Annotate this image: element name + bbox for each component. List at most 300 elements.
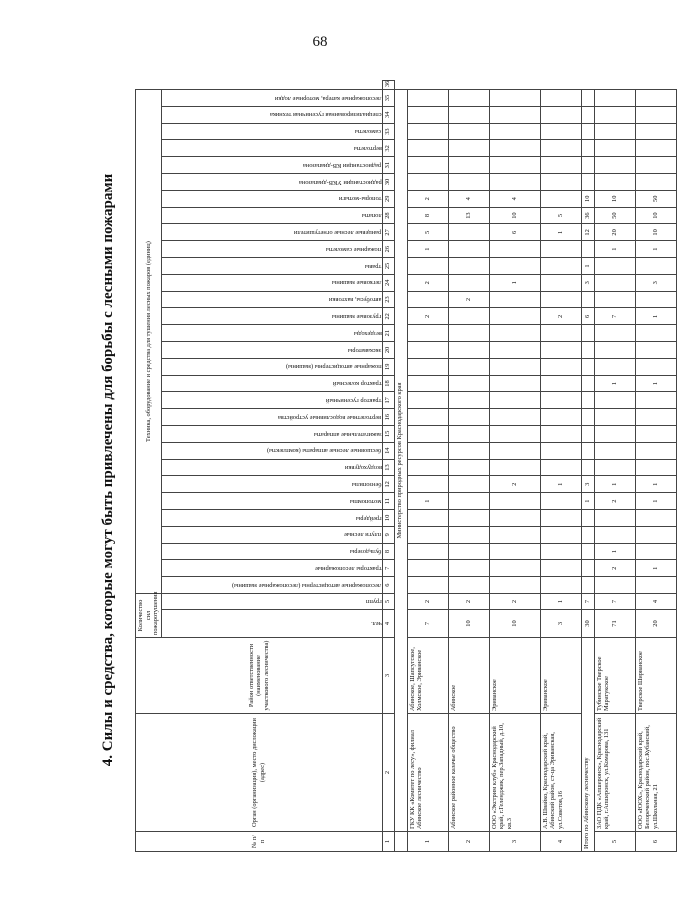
table-row bbox=[407, 81, 448, 852]
equipment-cell: 1 bbox=[540, 224, 581, 241]
equipment-cell bbox=[581, 392, 594, 409]
equipment-cell bbox=[448, 442, 489, 459]
column-number: 4 bbox=[382, 610, 394, 638]
people-cell: 3 bbox=[540, 610, 581, 638]
equipment-cell: 2 bbox=[540, 308, 581, 325]
equipment-cell bbox=[489, 342, 540, 359]
header-equipment-col: вездеходы bbox=[161, 325, 382, 342]
equipment-cell bbox=[407, 325, 448, 342]
equipment-cell bbox=[489, 459, 540, 476]
equipment-cell bbox=[635, 409, 676, 426]
equipment-cell bbox=[448, 106, 489, 123]
equipment-cell bbox=[540, 375, 581, 392]
equipment-cell bbox=[635, 325, 676, 342]
column-number: 8 bbox=[382, 543, 394, 560]
header-equipment-col: специализированная гусеничная техника bbox=[161, 106, 382, 123]
equipment-cell bbox=[594, 426, 635, 443]
equipment-cell bbox=[635, 577, 676, 594]
equipment-cell bbox=[540, 140, 581, 157]
equipment-cell bbox=[635, 106, 676, 123]
equipment-cell bbox=[540, 526, 581, 543]
table-row bbox=[489, 81, 540, 852]
equipment-cell bbox=[489, 291, 540, 308]
equipment-cell: 36 bbox=[581, 207, 594, 224]
org-cell: ООО «Экстрим клуб» Краснодарский край, г.Геленджик, пер.Западный, д.10, кв.3 bbox=[489, 714, 540, 832]
header-strength: Количество сил пожаротушения bbox=[136, 594, 162, 638]
equipment-cell: 50 bbox=[635, 190, 676, 207]
column-number: 27 bbox=[382, 224, 394, 241]
equipment-cell bbox=[540, 157, 581, 174]
equipment-cell bbox=[407, 358, 448, 375]
district-cell: Абинское, Шапсугское, Холмское, Эриванское bbox=[407, 638, 448, 714]
equipment-cell bbox=[581, 510, 594, 527]
equipment-cell bbox=[448, 90, 489, 107]
equipment-cell: 6 bbox=[581, 308, 594, 325]
column-number: 5 bbox=[382, 594, 394, 610]
groups-cell: 7 bbox=[594, 594, 635, 610]
equipment-cell bbox=[540, 409, 581, 426]
district-cell: Абинское bbox=[448, 638, 489, 714]
equipment-cell bbox=[540, 543, 581, 560]
equipment-cell bbox=[540, 358, 581, 375]
equipment-cell bbox=[489, 442, 540, 459]
equipment-cell bbox=[407, 560, 448, 577]
equipment-cell bbox=[407, 459, 448, 476]
equipment-cell bbox=[635, 342, 676, 359]
column-number: 34 bbox=[382, 106, 394, 123]
equipment-cell bbox=[489, 325, 540, 342]
district-cell: Эриванское bbox=[540, 638, 581, 714]
equipment-cell bbox=[489, 426, 540, 443]
equipment-cell bbox=[407, 90, 448, 107]
table-row bbox=[448, 81, 489, 852]
equipment-cell: 2 bbox=[594, 560, 635, 577]
equipment-cell bbox=[540, 258, 581, 275]
equipment-cell: 7 bbox=[594, 308, 635, 325]
equipment-cell: 10 bbox=[635, 224, 676, 241]
column-number: 25 bbox=[382, 258, 394, 275]
equipment-cell: 4 bbox=[448, 190, 489, 207]
equipment-cell bbox=[407, 342, 448, 359]
equipment-cell bbox=[594, 140, 635, 157]
equipment-cell bbox=[407, 392, 448, 409]
header-equipment-col: трактор колесный bbox=[161, 375, 382, 392]
section-row bbox=[394, 81, 407, 852]
equipment-cell bbox=[594, 325, 635, 342]
equipment-cell bbox=[448, 426, 489, 443]
header-equipment-col: ранцевые лесные огнетушители bbox=[161, 224, 382, 241]
equipment-cell bbox=[448, 476, 489, 493]
org-cell: ГКУ КК «Комитет по лесу», филиал Абинское лесничество bbox=[407, 714, 448, 832]
column-number: 2 bbox=[382, 714, 394, 832]
equipment-cell bbox=[581, 426, 594, 443]
org-cell: Абинское районное казачье общество bbox=[448, 714, 489, 832]
equipment-cell bbox=[489, 560, 540, 577]
header-equipment-col: трактор гусеничный bbox=[161, 392, 382, 409]
equipment-cell: 4 bbox=[489, 190, 540, 207]
header-equipment-col: топоры-мотыги bbox=[161, 190, 382, 207]
equipment-cell bbox=[635, 358, 676, 375]
header-num: № п/п bbox=[136, 832, 383, 852]
equipment-cell: 2 bbox=[448, 291, 489, 308]
header-equipment-col: плуги лесные bbox=[161, 526, 382, 543]
header-groups: групп bbox=[161, 594, 382, 610]
equipment-cell: 10 bbox=[489, 207, 540, 224]
column-number: 6 bbox=[382, 577, 394, 594]
equipment-cell bbox=[489, 510, 540, 527]
equipment-cell bbox=[581, 459, 594, 476]
equipment-cell: 1 bbox=[594, 375, 635, 392]
equipment-cell bbox=[448, 140, 489, 157]
people-cell: 30 bbox=[581, 610, 594, 638]
equipment-cell bbox=[407, 526, 448, 543]
equipment-cell bbox=[581, 543, 594, 560]
equipment-cell: 2 bbox=[407, 274, 448, 291]
equipment-cell bbox=[594, 358, 635, 375]
equipment-cell bbox=[581, 90, 594, 107]
equipment-cell: 1 bbox=[635, 493, 676, 510]
column-number: 13 bbox=[382, 459, 394, 476]
equipment-cell bbox=[540, 342, 581, 359]
equipment-cell: 3 bbox=[581, 476, 594, 493]
equipment-cell bbox=[448, 325, 489, 342]
org-cell: ЗАО ПДК «Апшеронск», Краснодарский край, г.Апшеронск, ул.Комарова, 131 bbox=[594, 714, 635, 832]
equipment-cell bbox=[581, 106, 594, 123]
equipment-cell bbox=[489, 140, 540, 157]
header-people: чел. bbox=[161, 610, 382, 638]
district-cell: Эриванское bbox=[489, 638, 540, 714]
equipment-cell bbox=[448, 493, 489, 510]
equipment-cell bbox=[581, 442, 594, 459]
header-equipment-col: радиостанции УКВ-диапазона bbox=[161, 174, 382, 191]
equipment-cell bbox=[594, 577, 635, 594]
column-number: 31 bbox=[382, 157, 394, 174]
row-number: 3 bbox=[489, 832, 540, 852]
equipment-cell: 1 bbox=[635, 560, 676, 577]
header-equipment-col: вертолеты bbox=[161, 140, 382, 157]
equipment-cell bbox=[448, 526, 489, 543]
equipment-cell bbox=[581, 174, 594, 191]
equipment-cell bbox=[540, 90, 581, 107]
table-row bbox=[594, 81, 635, 852]
equipment-cell bbox=[635, 459, 676, 476]
equipment-cell: 3 bbox=[635, 274, 676, 291]
header-equipment-col: бесшовные лесные аппараты (комплекты) bbox=[161, 442, 382, 459]
column-number: 30 bbox=[382, 174, 394, 191]
row-number: 2 bbox=[448, 832, 489, 852]
header-org: Орган (организация), место дислокации (адрес) bbox=[136, 714, 383, 832]
equipment-cell bbox=[407, 577, 448, 594]
header-equipment: Техника, оборудование и средства для тушения лесных пожаров (единиц) bbox=[136, 90, 162, 594]
equipment-cell bbox=[407, 409, 448, 426]
equipment-cell bbox=[448, 308, 489, 325]
org-cell: ООО «ЮОХ», Краснодарский край, Белореченский район, пос.Кубанский, ул.Школьная, 21 bbox=[635, 714, 676, 832]
groups-cell: 4 bbox=[635, 594, 676, 610]
equipment-cell: 1 bbox=[594, 543, 635, 560]
table-row bbox=[540, 81, 581, 852]
equipment-cell bbox=[448, 543, 489, 560]
equipment-cell bbox=[540, 174, 581, 191]
equipment-cell bbox=[594, 174, 635, 191]
equipment-cell bbox=[635, 526, 676, 543]
equipment-cell: 1 bbox=[635, 241, 676, 258]
column-number: 3 bbox=[382, 638, 394, 714]
equipment-cell bbox=[540, 577, 581, 594]
org-cell: А.В. Швайко, Краснодарский край, Абинский район, ст-ца Эриванская, ул.Советов,16 bbox=[540, 714, 581, 832]
equipment-cell: 6 bbox=[489, 224, 540, 241]
equipment-cell: 5 bbox=[407, 224, 448, 241]
equipment-cell bbox=[489, 577, 540, 594]
equipment-cell bbox=[540, 190, 581, 207]
equipment-cell bbox=[594, 442, 635, 459]
groups-cell: 2 bbox=[448, 594, 489, 610]
equipment-cell bbox=[489, 375, 540, 392]
equipment-cell bbox=[489, 90, 540, 107]
column-number: 20 bbox=[382, 342, 394, 359]
equipment-cell bbox=[594, 258, 635, 275]
equipment-cell bbox=[448, 241, 489, 258]
column-number: 23 bbox=[382, 291, 394, 308]
equipment-cell bbox=[635, 258, 676, 275]
equipment-cell bbox=[594, 342, 635, 359]
column-number: 17 bbox=[382, 392, 394, 409]
column-numbers-row bbox=[382, 81, 394, 852]
header-equipment-col: травы bbox=[161, 258, 382, 275]
equipment-cell bbox=[407, 543, 448, 560]
equipment-cell: 8 bbox=[407, 207, 448, 224]
column-number: 21 bbox=[382, 325, 394, 342]
column-number: 14 bbox=[382, 442, 394, 459]
equipment-cell bbox=[489, 106, 540, 123]
equipment-cell: 10 bbox=[635, 207, 676, 224]
equipment-cell bbox=[489, 123, 540, 140]
equipment-cell bbox=[635, 157, 676, 174]
equipment-cell: 2 bbox=[407, 190, 448, 207]
people-cell: 10 bbox=[489, 610, 540, 638]
equipment-cell bbox=[581, 358, 594, 375]
equipment-cell bbox=[635, 123, 676, 140]
rotated-content bbox=[95, 80, 659, 860]
equipment-cell bbox=[594, 274, 635, 291]
equipment-cell bbox=[489, 157, 540, 174]
equipment-cell bbox=[489, 493, 540, 510]
equipment-cell bbox=[407, 442, 448, 459]
column-number: 19 bbox=[382, 358, 394, 375]
equipment-cell: 1 bbox=[635, 476, 676, 493]
header-equipment-col: самолеты bbox=[161, 123, 382, 140]
equipment-cell bbox=[540, 274, 581, 291]
header-equipment-col: бульдозеры bbox=[161, 543, 382, 560]
groups-cell: 7 bbox=[581, 594, 594, 610]
equipment-cell: 20 bbox=[594, 224, 635, 241]
equipment-cell: 1 bbox=[407, 493, 448, 510]
equipment-cell bbox=[581, 291, 594, 308]
equipment-cell bbox=[581, 342, 594, 359]
equipment-cell bbox=[407, 426, 448, 443]
header-equipment-col: легковые машины bbox=[161, 274, 382, 291]
groups-cell: 1 bbox=[540, 594, 581, 610]
equipment-cell bbox=[635, 174, 676, 191]
equipment-cell bbox=[581, 560, 594, 577]
equipment-cell bbox=[489, 241, 540, 258]
equipment-cell bbox=[594, 459, 635, 476]
equipment-cell: 2 bbox=[407, 308, 448, 325]
equipment-cell bbox=[489, 543, 540, 560]
column-number: 32 bbox=[382, 140, 394, 157]
equipment-cell bbox=[594, 526, 635, 543]
equipment-cell bbox=[540, 560, 581, 577]
equipment-cell bbox=[635, 291, 676, 308]
equipment-cell bbox=[581, 577, 594, 594]
column-number: 29 bbox=[382, 190, 394, 207]
equipment-cell bbox=[540, 442, 581, 459]
forces-table bbox=[135, 80, 677, 852]
page-number: 68 bbox=[312, 34, 328, 50]
column-number: 7 bbox=[382, 560, 394, 577]
equipment-cell bbox=[407, 157, 448, 174]
equipment-cell: 5 bbox=[540, 207, 581, 224]
people-cell: 71 bbox=[594, 610, 635, 638]
equipment-cell bbox=[594, 123, 635, 140]
equipment-cell bbox=[407, 174, 448, 191]
header-equipment-col: лопаты bbox=[161, 207, 382, 224]
header-equipment-col: вертолетные водосливные устройства bbox=[161, 409, 382, 426]
header-equipment-col: пожарные автоцистерны (машины) bbox=[161, 358, 382, 375]
equipment-cell bbox=[407, 123, 448, 140]
equipment-cell bbox=[489, 308, 540, 325]
header-equipment-col: зажигательные аппараты bbox=[161, 426, 382, 443]
column-number: 1 bbox=[382, 832, 394, 852]
people-cell: 10 bbox=[448, 610, 489, 638]
equipment-cell bbox=[407, 291, 448, 308]
equipment-cell bbox=[448, 258, 489, 275]
equipment-cell bbox=[407, 106, 448, 123]
header-district: Район ответственности (наименование участкового лесничества) bbox=[136, 638, 383, 714]
equipment-cell bbox=[448, 123, 489, 140]
equipment-cell bbox=[581, 526, 594, 543]
header-equipment-col: лесопожарные катера, моторные лодки bbox=[161, 90, 382, 107]
header-equipment-col: бензопилы bbox=[161, 476, 382, 493]
equipment-cell bbox=[489, 392, 540, 409]
equipment-cell: 1 bbox=[540, 476, 581, 493]
equipment-cell bbox=[540, 510, 581, 527]
equipment-cell bbox=[581, 241, 594, 258]
equipment-cell: 50 bbox=[594, 207, 635, 224]
column-number: 33 bbox=[382, 123, 394, 140]
equipment-cell bbox=[581, 375, 594, 392]
header-equipment-col: автобусы, вахтовки bbox=[161, 291, 382, 308]
equipment-cell: 1 bbox=[594, 476, 635, 493]
equipment-cell bbox=[448, 157, 489, 174]
equipment-cell bbox=[594, 291, 635, 308]
column-number: 11 bbox=[382, 493, 394, 510]
equipment-cell bbox=[448, 510, 489, 527]
column-number: 9 bbox=[382, 526, 394, 543]
equipment-cell bbox=[540, 392, 581, 409]
equipment-cell bbox=[635, 140, 676, 157]
people-cell: 20 bbox=[635, 610, 676, 638]
equipment-cell: 1 bbox=[489, 274, 540, 291]
equipment-cell bbox=[489, 409, 540, 426]
equipment-cell: 1 bbox=[407, 241, 448, 258]
district-cell: Тубинское Тверское Маратукское bbox=[594, 638, 635, 714]
column-number: 15 bbox=[382, 426, 394, 443]
equipment-cell: 1 bbox=[594, 241, 635, 258]
row-number: 1 bbox=[407, 832, 448, 852]
column-number: 36 bbox=[382, 81, 394, 90]
equipment-cell bbox=[594, 157, 635, 174]
equipment-cell bbox=[540, 106, 581, 123]
row-number: 6 bbox=[635, 832, 676, 852]
equipment-cell bbox=[540, 241, 581, 258]
equipment-cell bbox=[448, 174, 489, 191]
equipment-cell bbox=[448, 358, 489, 375]
equipment-cell: 13 bbox=[448, 207, 489, 224]
equipment-cell bbox=[489, 358, 540, 375]
people-cell: 7 bbox=[407, 610, 448, 638]
equipment-cell bbox=[540, 493, 581, 510]
equipment-cell bbox=[540, 459, 581, 476]
equipment-cell bbox=[540, 123, 581, 140]
header-equipment-col: лесопожарные автоцистерны (лесопожарные машины) bbox=[161, 577, 382, 594]
header-equipment-col: воздуходувки bbox=[161, 459, 382, 476]
header-equipment-col: радиостанции КВ-диапазона bbox=[161, 157, 382, 174]
equipment-cell: 10 bbox=[581, 190, 594, 207]
row-number: 5 bbox=[594, 832, 635, 852]
equipment-cell bbox=[489, 526, 540, 543]
section-header: Министерство природных ресурсов Краснодарского края bbox=[394, 90, 407, 832]
equipment-cell: 1 bbox=[635, 375, 676, 392]
equipment-cell bbox=[594, 106, 635, 123]
district-cell: Тверское Ширванское bbox=[635, 638, 676, 714]
equipment-cell bbox=[407, 140, 448, 157]
column-number: 22 bbox=[382, 308, 394, 325]
equipment-cell bbox=[448, 274, 489, 291]
column-number: 26 bbox=[382, 241, 394, 258]
equipment-cell bbox=[540, 426, 581, 443]
header-equipment-col: грузовые машины bbox=[161, 308, 382, 325]
column-number: 18 bbox=[382, 375, 394, 392]
equipment-cell bbox=[635, 90, 676, 107]
equipment-cell bbox=[581, 157, 594, 174]
column-number: 24 bbox=[382, 274, 394, 291]
equipment-cell bbox=[635, 510, 676, 527]
equipment-cell bbox=[448, 409, 489, 426]
equipment-cell bbox=[594, 409, 635, 426]
equipment-cell bbox=[581, 409, 594, 426]
equipment-cell bbox=[448, 224, 489, 241]
equipment-cell bbox=[635, 543, 676, 560]
equipment-cell: 12 bbox=[581, 224, 594, 241]
equipment-cell bbox=[581, 325, 594, 342]
column-number: 10 bbox=[382, 510, 394, 527]
equipment-cell: 2 bbox=[594, 493, 635, 510]
header-equipment-col: пожарные самолеты bbox=[161, 241, 382, 258]
column-number: 12 bbox=[382, 476, 394, 493]
equipment-cell bbox=[448, 375, 489, 392]
equipment-cell bbox=[635, 442, 676, 459]
equipment-cell bbox=[448, 560, 489, 577]
equipment-cell bbox=[448, 577, 489, 594]
equipment-cell bbox=[407, 510, 448, 527]
total-label: Итого по Абинскому лесничеству bbox=[581, 638, 594, 852]
header-equipment-col: тракторы лесопожарные bbox=[161, 560, 382, 577]
equipment-cell bbox=[407, 375, 448, 392]
equipment-cell bbox=[448, 392, 489, 409]
column-number: 16 bbox=[382, 409, 394, 426]
header-equipment-col: грейдеры bbox=[161, 510, 382, 527]
equipment-cell bbox=[594, 510, 635, 527]
